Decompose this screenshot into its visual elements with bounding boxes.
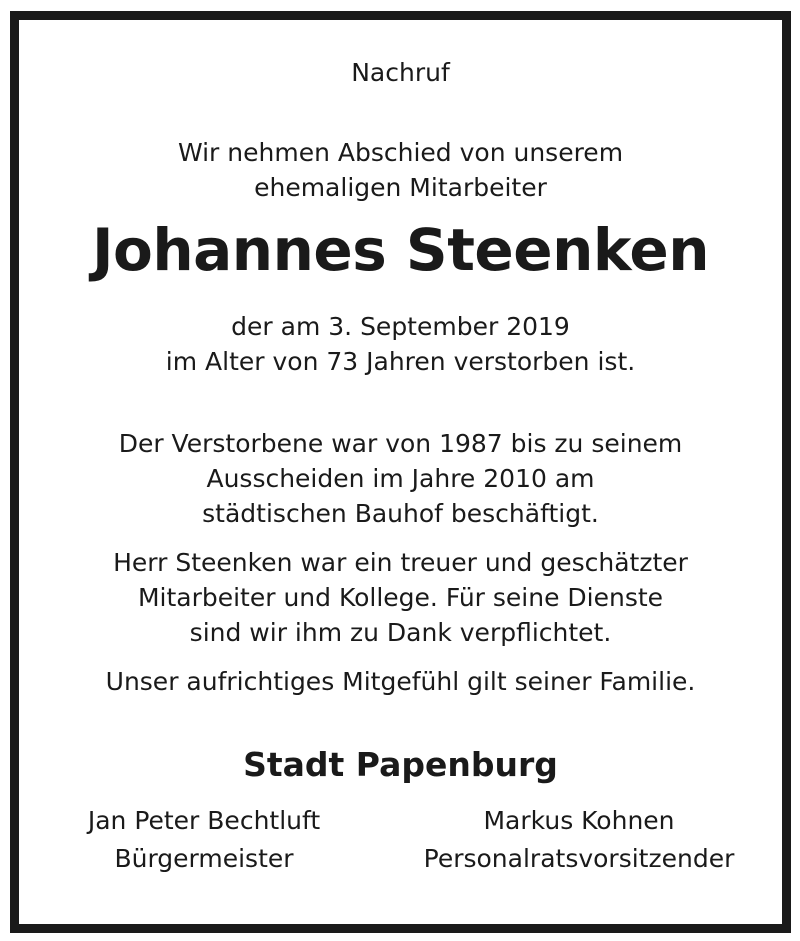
death-date-line: der am 3. September 2019 [231, 312, 570, 341]
condolence-line: Unser aufrichtiges Mitgefühl gilt seiner Familie. [105, 667, 696, 696]
organization-name: Stadt Papenburg [243, 745, 558, 784]
paragraph2-line-2: Mitarbeiter und Kollege. Für seine Dienste [137, 583, 664, 612]
paragraph2-line-1: Herr Steenken war ein treuer und geschätzter [113, 548, 688, 577]
paragraph1-line-1: Der Verstorbene war von 1987 bis zu seinem [118, 429, 683, 458]
signatory-1-name: Jan Peter Bechtluft [87, 806, 321, 835]
signatory-2-name: Markus Kohnen [483, 806, 675, 835]
intro-line-2: ehemaligen Mitarbeiter [254, 173, 547, 202]
paragraph1-line-3: städtischen Bauhof beschäftigt. [202, 499, 599, 528]
signatory-2-title: Personalratsvorsitzender [423, 844, 735, 873]
signatory-1-title: Bürgermeister [114, 844, 294, 873]
paragraph2-line-3: sind wir ihm zu Dank verpflichtet. [189, 618, 612, 647]
age-line: im Alter von 73 Jahren verstorben ist. [165, 347, 636, 376]
deceased-name: Johannes Steenken [91, 216, 710, 284]
obituary-notice [10, 11, 791, 933]
intro-line-1: Wir nehmen Abschied von unserem [177, 138, 624, 167]
paragraph1-line-2: Ausscheiden im Jahre 2010 am [206, 464, 595, 493]
notice-heading: Nachruf [351, 58, 450, 87]
